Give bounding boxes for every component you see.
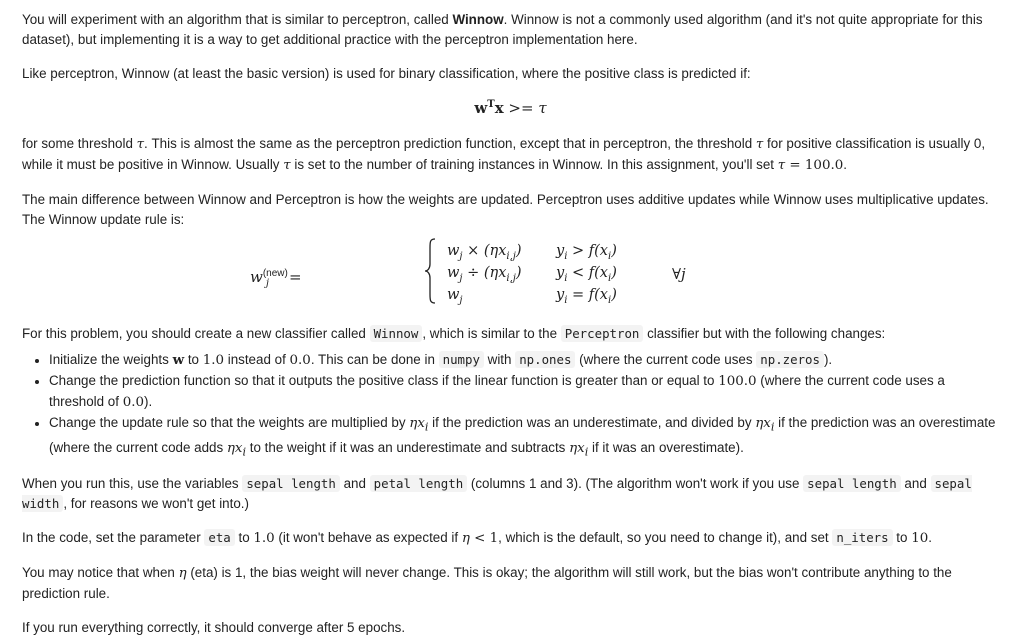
- case-weight: w: [447, 287, 460, 303]
- tau-symbol: τ: [136, 137, 145, 152]
- eta-x: ηx: [755, 416, 771, 431]
- case-weight: w: [447, 265, 460, 281]
- eta-x-term: [226, 440, 247, 459]
- case-close-paren: ): [515, 243, 522, 259]
- lhs-weight: w: [250, 268, 263, 286]
- less-than: <: [469, 531, 490, 547]
- binary-classification-paragraph: Like perceptron, Winnow (at least the basic version) is used for binary classification, where the positive class is predicted if:: [22, 66, 751, 81]
- period: .: [928, 530, 932, 546]
- b3-text-4: to the weight if it was an underestimate and subtracts: [246, 439, 570, 455]
- lhs-superscript: (new): [262, 268, 288, 279]
- threshold-text-3: for positive classification is usually 0, while it must be positive in Winnow. Usually: [22, 136, 986, 172]
- tau-value: 100.0: [804, 158, 844, 173]
- eq-operator: >=: [503, 99, 539, 117]
- case-close-paren: ): [515, 265, 522, 281]
- case-2-operator: ÷ (ηx: [462, 265, 507, 281]
- tau-symbol: τ: [283, 158, 291, 173]
- intro-paragraph: [22, 10, 999, 50]
- threshold-text-4: is set to the number of training instances in Winnow. In this assignment, you'll set: [290, 157, 778, 172]
- create-text-3: classifier but with the following changes:: [643, 326, 886, 341]
- b1-text: Initialize the weights: [49, 352, 173, 367]
- vars-and: and: [339, 476, 370, 492]
- eta-x: ηx: [409, 416, 425, 431]
- winnow-term: Winnow: [452, 12, 504, 27]
- threshold-text-2: . This is almost the same as the perceptron prediction function, except that in perceptron, the threshold: [144, 136, 756, 151]
- prediction-equation: [22, 92, 999, 122]
- cond-y: y: [556, 287, 565, 303]
- case-weight-sub: j: [459, 272, 463, 284]
- create-classifier-paragraph: [22, 324, 999, 344]
- eta-x-term: [409, 416, 429, 434]
- update-rule-lhs: [250, 264, 302, 294]
- vars-and: and: [900, 476, 931, 492]
- eta-x-sub: i: [584, 445, 589, 459]
- cond-y-sub: i: [564, 272, 568, 284]
- cond-close-paren: ): [611, 243, 617, 259]
- lhs-subscript: j: [265, 278, 269, 289]
- convergence-paragraph: If you run everything correctly, it should converge after 5 epochs.: [22, 620, 406, 636]
- case-weight: w: [447, 243, 460, 259]
- params-text: In the code, set the parameter: [22, 530, 205, 546]
- cond-close-paren: ): [611, 287, 617, 303]
- eta-x-sub: i: [242, 445, 247, 459]
- petal-length-code: petal length: [370, 475, 468, 492]
- case-3-expression: [447, 284, 463, 312]
- b2-text-3: ).: [144, 394, 153, 409]
- cond-2-relation: < f(x: [567, 265, 608, 281]
- case-2-sub: i,j: [506, 272, 516, 284]
- forall-j: ∀j: [672, 265, 686, 283]
- np-ones-code: np.ones: [515, 351, 575, 368]
- cond-x-sub: i: [607, 294, 612, 306]
- eta-symbol: η: [178, 566, 187, 582]
- cond-1-relation: > f(x: [567, 243, 608, 259]
- cond-y-sub: i: [564, 250, 568, 262]
- case-weight-sub: j: [459, 250, 463, 262]
- equals-sign: =: [785, 158, 805, 173]
- tau-symbol: τ: [777, 158, 786, 173]
- tau-symbol: τ: [755, 137, 764, 152]
- b1-text-5: with: [483, 352, 516, 367]
- left-brace-icon: [424, 238, 436, 304]
- threshold-paragraph: [22, 134, 999, 176]
- eq-input-vector: x: [494, 99, 504, 117]
- period: .: [843, 157, 847, 172]
- eq-weight-vector: w: [474, 99, 488, 117]
- eta-x-term: [569, 440, 589, 459]
- b2-text: Change the prediction function so that it outputs the positive class if the linear function is greater than or equal to: [49, 373, 719, 388]
- b1-text-2: to: [184, 352, 203, 367]
- one-value: 1: [489, 531, 499, 547]
- eta-x-term: [755, 416, 775, 434]
- b3-text: Change the update rule so that the weights are multiplied by: [49, 415, 410, 430]
- lhs-equals: =: [288, 268, 302, 286]
- b2-old-threshold: 0.0: [122, 395, 144, 410]
- params-text-3: , which is the default, so you need to change it), and set: [498, 530, 833, 546]
- cond-3-relation: = f(x: [567, 287, 608, 303]
- winnow-update-rule: [22, 240, 999, 312]
- case-1-operator: × (ηx: [462, 243, 507, 259]
- cond-x-sub: i: [607, 250, 612, 262]
- cond-close-paren: ): [611, 265, 617, 281]
- cond-x-sub: i: [607, 272, 612, 284]
- bias-text-2: (eta) is 1, the bias weight will never change. This is okay; the algorithm will still work, but the bias won't contribute anything to the prediction rule.: [22, 565, 952, 602]
- list-item-update-rule: [49, 413, 999, 462]
- case-1-sub: i,j: [506, 250, 516, 262]
- update-difference-paragraph: The main difference between Winnow and Perceptron is how the weights are updated. Perceptron uses additive updates while Winnow uses multiplicative updates. The Winnow update rule is:: [22, 192, 989, 227]
- b1-value-zero: 0.0: [289, 353, 311, 368]
- b1-value-one: 1.0: [202, 353, 224, 368]
- params-text-2: (it won't behave as expected if: [274, 530, 462, 546]
- sepal-length-code: sepal length: [242, 475, 340, 492]
- b1-text-6: (where the current code uses: [575, 352, 757, 367]
- cond-y: y: [556, 243, 565, 259]
- intro-text: You will experiment with an algorithm that is similar to perceptron, called: [22, 12, 453, 27]
- list-item-init-weights: [49, 350, 999, 371]
- eta-value: 1.0: [253, 531, 275, 547]
- create-text-2: , which is similar to the: [422, 326, 561, 341]
- vars-text-3: , for reasons we won't get into.): [63, 496, 249, 512]
- vars-text-2: (columns 1 and 3). (The algorithm won't work if you use: [467, 476, 804, 492]
- b3-text-3: if the prediction was an overestimate (where the current code adds: [49, 415, 996, 455]
- eq-threshold: τ: [538, 99, 547, 117]
- create-text: For this problem, you should create a new classifier called: [22, 326, 370, 341]
- threshold-text: for some threshold: [22, 136, 137, 151]
- eta-x-sub: i: [424, 420, 429, 434]
- params-to: to: [234, 530, 254, 546]
- b1-weight-vector: w: [172, 352, 185, 368]
- eta-symbol: η: [461, 531, 470, 547]
- n-iters-code: n_iters: [832, 529, 892, 546]
- b2-threshold-value: 100.0: [718, 374, 757, 389]
- case-weight-sub: j: [459, 294, 463, 306]
- sepal-width-code: sepal width: [22, 476, 972, 512]
- cond-y-sub: i: [564, 294, 568, 306]
- list-item-prediction: [49, 371, 999, 413]
- eta-code: eta: [204, 529, 234, 546]
- b3-text-5: if it was an overestimate).: [588, 439, 744, 455]
- np-zeros-code: np.zeros: [756, 351, 824, 368]
- params-to: to: [892, 530, 912, 546]
- eta-x-sub: i: [770, 420, 775, 434]
- b1-text-3: instead of: [224, 352, 290, 367]
- changes-list: [22, 350, 999, 462]
- vars-text: When you run this, use the variables: [22, 476, 243, 492]
- variables-paragraph: [22, 474, 999, 514]
- numpy-code: numpy: [439, 351, 484, 368]
- intro-text-cont: . Winnow is not a commonly used algorithm (and it's not quite appropriate for this dataset), but implementing it is a way to get additional practice with the perceptron implementation here.: [22, 12, 983, 47]
- b3-text-2: if the prediction was an underestimate, and divided by: [428, 415, 756, 430]
- eta-x: ηx: [569, 440, 585, 456]
- cond-y: y: [556, 265, 565, 281]
- bias-text: You may notice that when: [22, 565, 179, 581]
- perceptron-class-code: Perceptron: [561, 325, 644, 342]
- b2-text-2: (where the current code uses a threshold of: [49, 373, 945, 409]
- case-3-condition: [556, 284, 617, 312]
- parameters-paragraph: [22, 528, 999, 549]
- sepal-length-code: sepal length: [803, 475, 901, 492]
- b1-text-4: . This can be done in: [310, 352, 439, 367]
- n-iters-value: 10: [911, 531, 929, 547]
- b1-text-7: ).: [823, 352, 833, 367]
- eta-x: ηx: [226, 440, 243, 456]
- eq-transpose: T: [487, 99, 495, 110]
- winnow-class-code: Winnow: [370, 325, 423, 342]
- bias-note-paragraph: [22, 563, 999, 604]
